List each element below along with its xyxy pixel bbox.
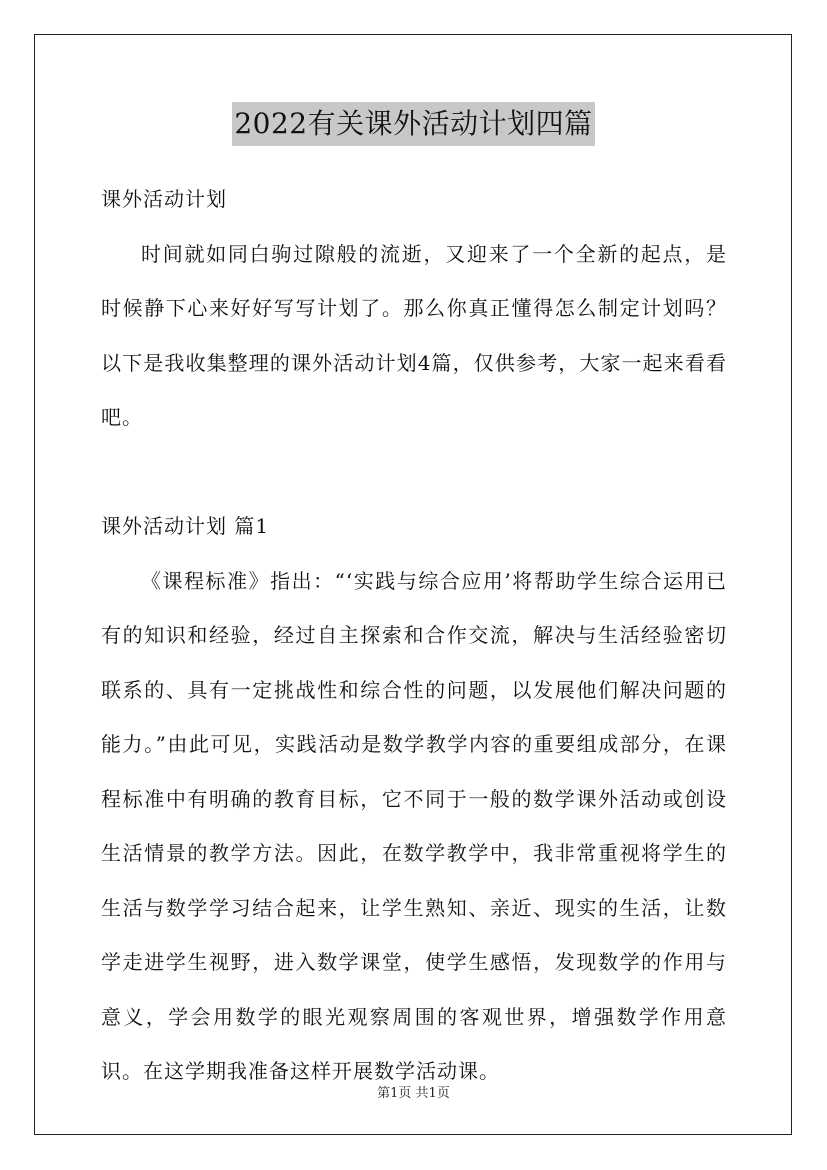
section1-heading: 课外活动计划 篇1	[101, 514, 270, 538]
section-spacer	[101, 445, 727, 500]
document-body	[101, 172, 727, 1099]
intro-heading: 课外活动计划	[101, 187, 227, 211]
intro-paragraph: 时间就如同白驹过隙般的流逝，又迎来了一个全新的起点，是时候静下心来好好写写计划了。那么你真正懂得怎么制定计划吗？以下是我收集整理的课外活动计划4篇，仅供参考，大家一起来看看吧。	[101, 241, 727, 429]
section1-paragraph: 《课程标准》指出：“‘实践与综合应用’将帮助学生综合运用已有的知识和经验，经过自主探索和合作交流，解决与生活经验密切联系的、具有一定挑战性和综合性的问题，以发展他们解决问题的能力。”由此可见，实践活动是数学教学内容的重要组成部分，在课程标准中有明确的教育目标，它不同于一般的数学课外活动或创设生活情景的教学方法。因此，在数学教学中，我非常重视将学生的生活与数学学习结合起来，让学生熟知、亲近、现实的生活，让数学走进学生视野，进入数学课堂，使学生感悟，发现数学的作用与意义，学会用数学的眼光观察周围的客观世界，增强数学作用意识。在这学期我准备这样开展数学活动课。	[101, 568, 727, 1083]
document-title: 2022有关课外活动计划四篇	[232, 102, 594, 146]
page-footer: 第1页 共1页	[377, 1086, 450, 1101]
title-container	[0, 102, 827, 146]
